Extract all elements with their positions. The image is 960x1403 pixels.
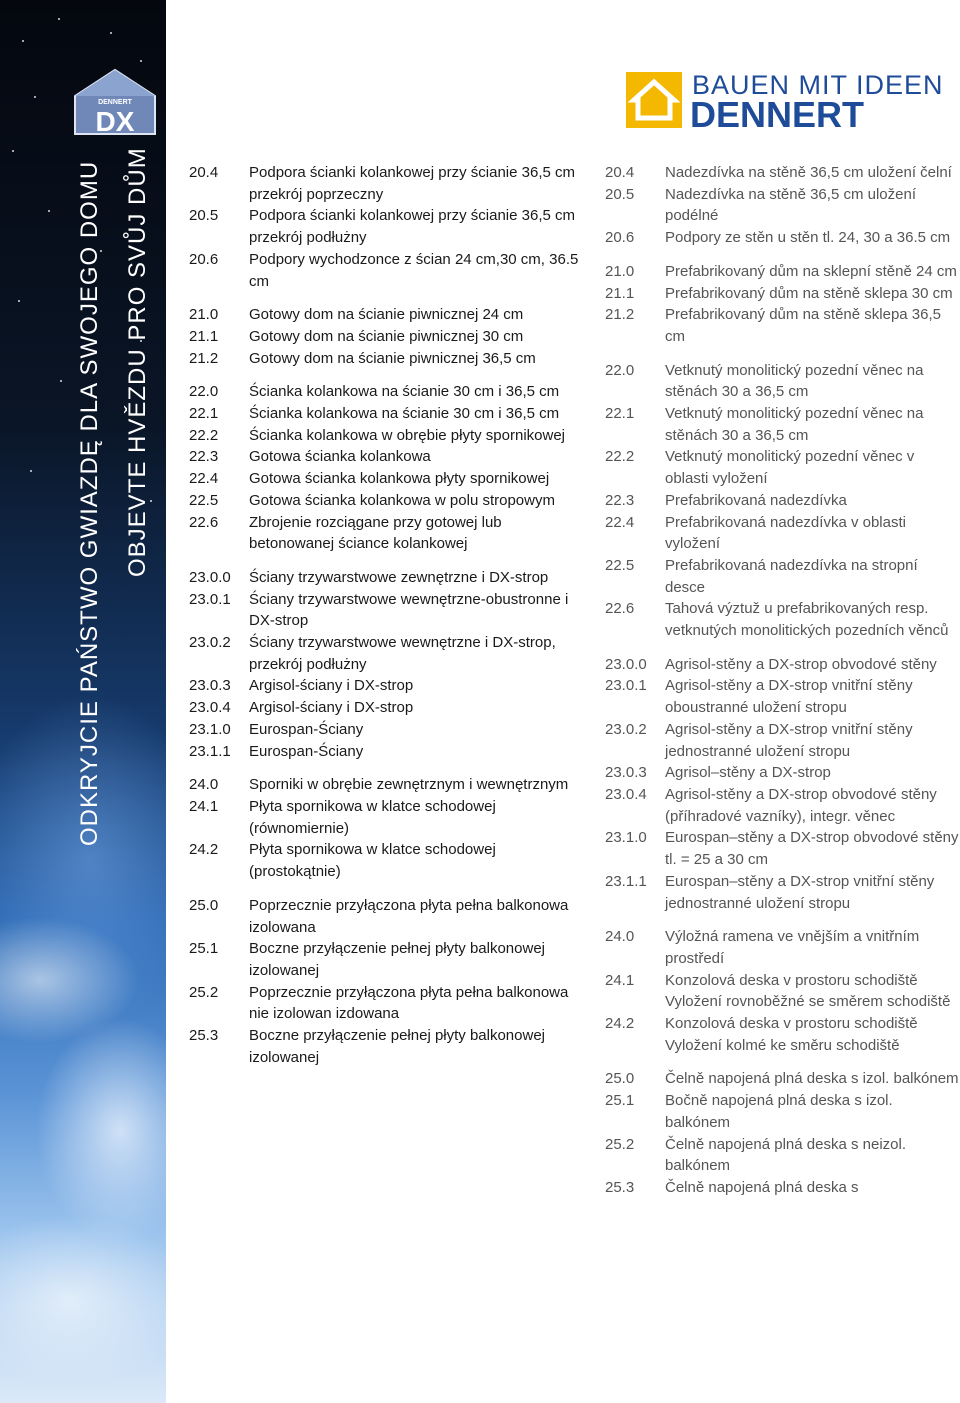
list-item — [189, 468, 589, 490]
sidebar-slogan-czech: OBJEVTE HVĚZDU PRO SVŮJ DŮM — [124, 147, 151, 577]
item-text: Płyta spornikowa w klatce schodowej (prostokątnie) — [249, 841, 496, 881]
item-number: 20.5 — [189, 207, 219, 225]
house-logo-icon — [626, 72, 682, 128]
list-item — [605, 227, 960, 249]
item-number: 24.2 — [605, 1015, 635, 1033]
list-item — [605, 970, 960, 1013]
item-number: 22.5 — [605, 556, 635, 574]
item-number: 23.0.1 — [189, 590, 231, 608]
list-item — [605, 1068, 960, 1090]
item-number: 23.1.1 — [189, 742, 231, 760]
item-number: 22.4 — [189, 470, 219, 488]
item-number: 23.0.4 — [605, 785, 647, 803]
list-item — [189, 490, 589, 512]
list-item — [605, 675, 960, 718]
item-text: Agrisol-stěny a DX-strop vnitřní stěny oboustranné uložení stropu — [665, 677, 913, 717]
item-text: Podpory ze stěn u stěn tl. 24, 30 a 36.5 cm — [665, 229, 951, 247]
bauen-mit-ideen-logo — [626, 70, 944, 135]
list-item — [189, 675, 589, 697]
item-number: 23.0.2 — [189, 634, 231, 652]
list-item — [605, 1090, 960, 1133]
item-text: Eurospan–stěny a DX-strop vnitřní stěny jednostranné uložení stropu — [665, 872, 935, 912]
item-number: 22.5 — [189, 491, 219, 509]
item-text: Ściany trzywarstwowe wewnętrzne i DX-strop, przekrój podłużny — [249, 634, 556, 673]
item-number: 21.0 — [605, 262, 635, 280]
list-item — [189, 162, 589, 205]
czech-list — [605, 162, 960, 1199]
list-item — [189, 774, 589, 796]
list-item — [605, 871, 960, 914]
item-text: Agrisol–stěny a DX-strop — [665, 764, 831, 782]
item-text: Eurospan–stěny a DX-strop obvodové stěny tl. = 25 a 30 cm — [665, 829, 959, 869]
item-number: 22.1 — [189, 405, 219, 423]
list-item — [189, 839, 589, 882]
item-number: 21.2 — [605, 306, 635, 324]
item-text: Nadezdívka na stěně 36,5 cm uložení podélné — [665, 185, 916, 225]
list-item — [605, 283, 960, 305]
item-number: 23.1.0 — [605, 829, 647, 847]
item-text: Ścianka kolankowa na ścianie 30 cm i 36,5 cm — [249, 405, 560, 423]
list-item — [189, 632, 589, 675]
list-item — [605, 1134, 960, 1177]
item-text: Boczne przyłączenie pełnej płyty balkonowej izolowanej — [249, 940, 546, 979]
list-item — [605, 304, 960, 347]
item-text: Gotowa ścianka kolankowa płyty spornikowej — [249, 470, 550, 488]
item-text: Podpora ścianki kolankowej przy ścianie 36,5 cm przekrój podłużny — [249, 207, 575, 247]
item-text: Konzolová deska v prostoru schodiště Vyložení rovnoběžné se směrem schodiště — [665, 971, 951, 1011]
list-item — [189, 403, 589, 425]
item-text: Prefabrikovaný dům na sklepní stěně 24 cm — [665, 262, 957, 280]
item-text: Podpory wychodzonce z ścian 24 cm,30 cm, 36.5 cm — [249, 250, 579, 290]
item-text: Gotowa ścianka kolankowa — [249, 448, 431, 466]
item-number: 20.5 — [605, 185, 635, 203]
item-number: 22.6 — [605, 600, 635, 618]
list-item — [189, 697, 589, 719]
list-item — [189, 446, 589, 468]
item-text: Bočně napojená plná deska s izol. balkónem — [665, 1092, 893, 1131]
list-item — [605, 784, 960, 827]
item-text: Vetknutý monolitický pozední věnec na stěnách 30 a 36,5 cm — [665, 361, 924, 401]
item-text: Ściany trzywarstwowe wewnętrzne-obustronne i DX-strop — [249, 590, 569, 630]
svg-text:DENNERT: DENNERT — [98, 99, 132, 106]
item-text: Agrisol-stěny a DX-strop vnitřní stěny jednostranné uložení stropu — [665, 720, 913, 760]
list-item — [605, 926, 960, 969]
list-item — [189, 895, 589, 938]
item-number: 23.1.0 — [189, 720, 231, 738]
list-item — [605, 446, 960, 489]
item-text: Gotowa ścianka kolankowa w polu stropowym — [249, 491, 555, 509]
item-text: Zbrojenie rozciągane przy gotowej lub betonowanej ściance kolankowej — [249, 513, 502, 553]
item-text: Ściany trzywarstwowe zewnętrzne i DX-strop — [249, 568, 549, 586]
item-text: Agrisol-stěny a DX-strop obvodové stěny (příhradové vazníky), integr. věnec — [665, 785, 937, 825]
list-item — [189, 938, 589, 981]
item-text: Čelně napojená plná deska s — [665, 1178, 859, 1196]
item-text: Čelně napojená plná deska s izol. balkónem — [665, 1070, 959, 1088]
item-number: 22.0 — [189, 383, 219, 401]
item-text: Boczne przyłączenie pełnej płyty balkonowej izolowanej — [249, 1027, 546, 1066]
item-text: Argisol-ściany i DX-strop — [249, 677, 414, 695]
list-item — [605, 360, 960, 403]
item-text: Konzolová deska v prostoru schodiště Vyložení kolmé ke směru schodiště — [665, 1015, 918, 1054]
item-text: Poprzecznie przyłączona płyta pełna balkonowa izolowana — [249, 896, 569, 936]
list-item — [605, 184, 960, 227]
brand-name: DENNERT — [690, 94, 865, 135]
item-number: 22.3 — [605, 491, 635, 509]
item-number: 25.1 — [605, 1092, 635, 1110]
list-item — [605, 654, 960, 676]
item-text: Prefabrikovaná nadezdívka — [665, 491, 847, 509]
item-text: Tahová výztuž u prefabrikovaných resp. vetknutých monolitických pozedních věnců — [665, 600, 949, 640]
list-item — [605, 1177, 960, 1199]
item-number: 24.1 — [189, 797, 219, 815]
item-text: Podpora ścianki kolankowej przy ścianie 36,5 cm przekrój poprzeczny — [249, 164, 575, 203]
list-item — [605, 261, 960, 283]
item-number: 23.0.3 — [189, 677, 231, 695]
list-item — [189, 1025, 589, 1068]
item-text: Sporniki w obrębie zewnętrznym i wewnętrznym — [249, 776, 569, 794]
item-text: Prefabrikovaný dům na stěně sklepa 36,5 cm — [665, 306, 941, 345]
item-number: 23.0.3 — [605, 764, 647, 782]
item-number: 25.2 — [189, 983, 219, 1001]
list-item — [189, 249, 589, 292]
list-item — [189, 381, 589, 403]
item-number: 25.2 — [605, 1135, 635, 1153]
item-number: 25.3 — [189, 1027, 219, 1045]
item-text: Poprzecznie przyłączona płyta pełna balkonowa nie izolowan izdowana — [249, 983, 569, 1023]
sidebar-slogan-polish: ODKRYJCIE PAŃSTWO GWIAZDĘ DLA SWOJEGO DOMU — [76, 160, 103, 846]
item-number: 20.4 — [189, 164, 219, 181]
list-item — [189, 567, 589, 589]
list-item — [605, 762, 960, 784]
item-text: Eurospan-Ściany — [249, 720, 364, 738]
list-item — [605, 512, 960, 555]
item-text: Výložná ramena ve vnějším a vnitřním prostředí — [665, 928, 920, 967]
item-number: 23.0.4 — [189, 699, 231, 717]
item-text: Płyta spornikowa w klatce schodowej (równomiernie) — [249, 797, 496, 837]
item-text: Prefabrikovaná nadezdívka v oblasti vyložení — [665, 513, 906, 553]
item-number: 25.3 — [605, 1178, 635, 1196]
list-item — [189, 304, 589, 326]
item-number: 23.0.0 — [189, 568, 231, 586]
list-item — [189, 348, 589, 370]
list-item — [189, 796, 589, 839]
list-item — [605, 555, 960, 598]
item-text: Ścianka kolankowa w obrębie płyty spornikowej — [249, 426, 565, 444]
item-number: 20.6 — [605, 229, 635, 247]
item-text: Prefabrikovaný dům na stěně sklepa 30 cm — [665, 284, 953, 302]
list-item — [189, 326, 589, 348]
item-number: 25.0 — [189, 896, 219, 914]
polish-list — [189, 162, 589, 1068]
item-number: 22.0 — [605, 361, 635, 379]
list-item — [189, 982, 589, 1025]
item-number: 22.2 — [605, 448, 635, 466]
list-item — [189, 425, 589, 447]
list-item — [189, 512, 589, 555]
brand-tagline: BAUEN MIT IDEEN — [692, 70, 944, 100]
dennert-dx-logo — [73, 68, 157, 136]
list-item — [605, 827, 960, 870]
item-number: 25.1 — [189, 940, 219, 958]
item-text: Čelně napojená plná deska s neizol. balkónem — [665, 1135, 907, 1175]
list-item — [189, 741, 589, 763]
item-number: 24.0 — [189, 776, 219, 794]
item-number: 23.0.2 — [605, 720, 647, 738]
item-text: Ścianka kolankowa na ścianie 30 cm i 36,5 cm — [249, 383, 560, 401]
list-item — [189, 205, 589, 248]
item-text: Prefabrikovaná nadezdívka na stropní desce — [665, 556, 918, 596]
item-number: 21.1 — [189, 327, 219, 345]
list-item — [605, 719, 960, 762]
item-text: Eurospan-Ściany — [249, 742, 364, 760]
item-text: Vetknutý monolitický pozední věnec v oblasti vyložení — [665, 448, 915, 488]
svg-text:DX: DX — [95, 106, 135, 136]
item-number: 23.0.0 — [605, 655, 647, 673]
list-item — [189, 589, 589, 632]
list-item — [605, 162, 960, 184]
item-number: 23.1.1 — [605, 872, 647, 890]
item-number: 21.0 — [189, 306, 219, 324]
item-number: 22.1 — [605, 405, 635, 423]
list-item — [605, 1013, 960, 1056]
list-item — [605, 490, 960, 512]
list-item — [189, 719, 589, 741]
item-number: 22.4 — [605, 513, 635, 531]
item-text: Vetknutý monolitický pozední věnec na stěnách 30 a 36,5 cm — [665, 405, 924, 444]
item-number: 23.0.1 — [605, 677, 647, 695]
item-number: 25.0 — [605, 1070, 635, 1088]
item-text: Gotowy dom na ścianie piwnicznej 30 cm — [249, 327, 524, 345]
item-number: 24.2 — [189, 841, 219, 859]
item-text: Gotowy dom na ścianie piwnicznej 24 cm — [249, 306, 524, 324]
list-item — [605, 598, 960, 641]
item-number: 21.2 — [189, 349, 219, 367]
item-number: 20.4 — [605, 164, 635, 181]
item-number: 22.3 — [189, 448, 219, 466]
item-number: 20.6 — [189, 250, 219, 268]
item-number: 22.2 — [189, 426, 219, 444]
item-text: Nadezdívka na stěně 36,5 cm uložení čelní — [665, 164, 952, 181]
item-text: Agrisol-stěny a DX-strop obvodové stěny — [665, 655, 937, 673]
item-text: Gotowy dom na ścianie piwnicznej 36,5 cm — [249, 349, 536, 367]
item-number: 24.1 — [605, 971, 635, 989]
item-text: Argisol-ściany i DX-strop — [249, 699, 414, 717]
list-item — [605, 403, 960, 446]
sky-sidebar — [0, 0, 166, 1403]
item-number: 21.1 — [605, 284, 635, 302]
item-number: 24.0 — [605, 928, 635, 946]
item-number: 22.6 — [189, 513, 219, 531]
